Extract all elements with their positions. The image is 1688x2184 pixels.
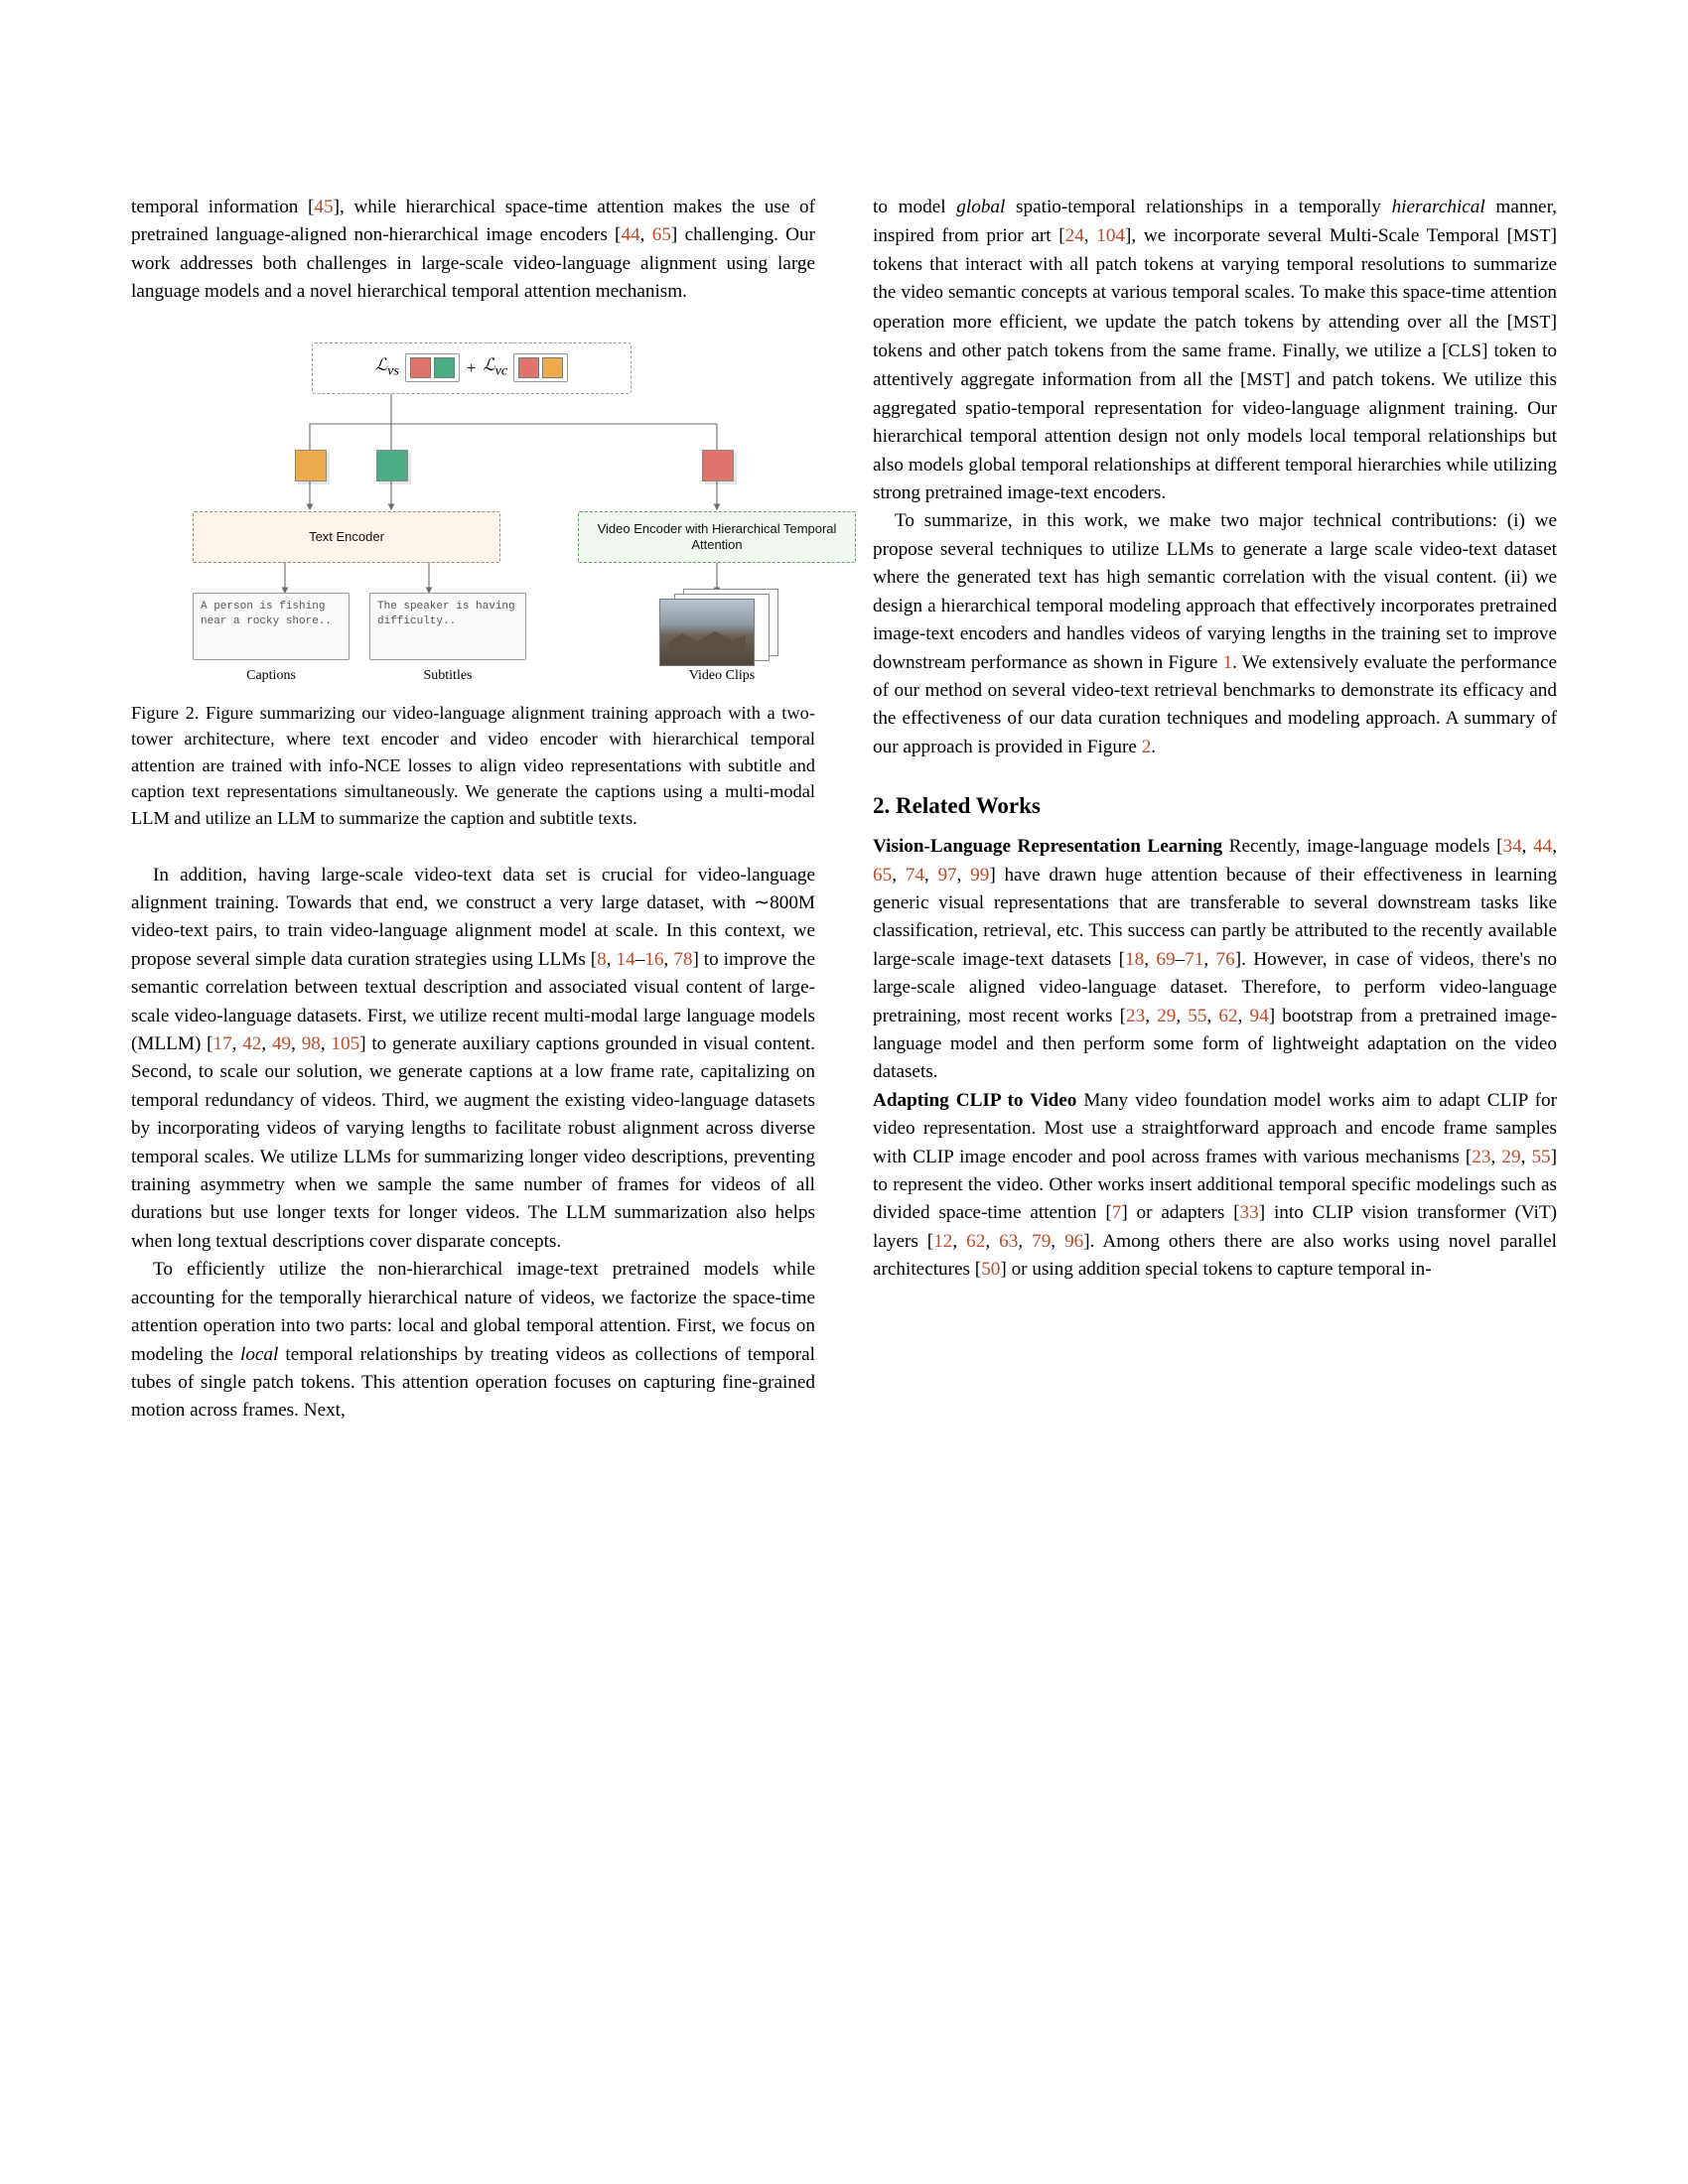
captions-axis-label: Captions	[246, 667, 296, 683]
subtitle-card-text: The speaker is having difficulty..	[377, 600, 515, 627]
caption-embedding-token	[295, 450, 327, 481]
left-paragraph-3: To efficiently utilize the non-hierarchical image-text pretrained models while accounting for the temporally hierarchical nature of videos, we factorize the space-time attention operation into two parts: local and global temporal attention. First, we focus on modeling the local temporal relationships by treating videos as collections of temporal tubes of single patch tokens. This attention operation focuses on capturing fine-grained motion across frames. Next,	[131, 1259, 816, 1422]
figure-2-caption: Figure 2. Figure summarizing our video-language alignment training approach with a two-tower architecture, where text encoder and video encoder with hierarchical temporal attention are trained with info-NCE losses to align video representations with subtitle and caption text representations simultaneously. We generate the captions using a multi-modal LLM and utilize an LLM to summarize the caption and subtitle texts.	[131, 702, 815, 828]
left-paragraph-1: temporal information [45], while hierarchical space-time attention makes the use of pretrained language-aligned non-hierarchical image encoders [44, 65] challenging. Our work addresses both challenges in large-scale video-language alignment using large language models and a novel hierarchical temporal attention mechanism.	[131, 197, 815, 303]
video-clips-axis-label: Video Clips	[688, 667, 756, 683]
red-token-chip	[410, 357, 431, 378]
subsection-heading-adapting-clip: Adapting CLIP to Video	[873, 1089, 1077, 1111]
video-encoder-box	[578, 511, 856, 563]
video-encoder-label: Video Encoder with Hierarchical Temporal Attention	[597, 520, 837, 552]
red-token-chip	[518, 357, 539, 378]
video-clip-stack	[659, 589, 788, 668]
loss-vs-token-pair	[405, 353, 460, 382]
loss-plus-label: +	[465, 357, 478, 377]
text-encoder-label: Text Encoder	[309, 528, 384, 544]
subtitles-axis-label: Subtitles	[423, 667, 473, 683]
figure-2	[131, 333, 837, 832]
right-paragraph-1: to model global spatio-temporal relationships in a temporally hierarchical manner, inspired from prior art [24, 104], we incorporate several Multi-Scale Temporal [MST] tokens that interact with all patch tokens at varying temporal resolutions to summarize the video semantic concepts at various temporal scales. To make this space-time attention operation more efficient, we update the patch tokens by attending over all the [MST] tokens and other patch tokens from the same frame. Finally, we utilize a [CLS] token to attentively aggregate information from all the [MST] and patch tokens. We utilize this aggregated spatio-temporal representation for video-language alignment training. Our hierarchical temporal attention design not only models local temporal relationships but also models global temporal relationships at different temporal hierarchies while utilizing strong pretrained image-text encoders.	[873, 197, 1557, 504]
right-paragraph-3: Vision-Language Representation Learning Recently, image-language models [34, 44, 65, 74, 97, 99] have drawn huge attention because of their effectiveness in learning generic visual representations that are transferable to several downstream tasks like classification, retrieval, etc. This success can partly be attributed to the recently available large-scale image-text datasets [18, 69–71, 76]. However, in case of videos, there's no large-scale aligned video-language dataset. Therefore, to perform video-language pretraining, most recent works [23, 29, 55, 62, 94] bootstrap from a pretrained image-language model and then perform some form of lightweight adaptation on the video datasets.	[873, 836, 1558, 1083]
subtitle-embedding-token	[376, 450, 408, 481]
caption-card-text: A person is fishing near a rocky shore..	[201, 600, 333, 627]
right-column	[873, 194, 1557, 1426]
left-column	[131, 194, 837, 1426]
figure-2-diagram	[131, 333, 837, 690]
subsection-heading-vision-language: Vision-Language Representation Learning	[873, 836, 1223, 858]
loss-function-box	[312, 342, 632, 394]
subtitle-text-card	[369, 593, 526, 660]
right-paragraph-4: Adapting CLIP to Video Many video foundation model works aim to adapt CLIP for video representation. Most use a straightforward approach and encode frame samples with CLIP image encoder and pool across frames with various mechanisms [23, 29, 55] to represent the video. Other works insert additional temporal specific modelings such as divided space-time attention [7] or adapters [33] into CLIP vision transformer (ViT) layers [12, 62, 63, 79, 96]. Among others there are also works using novel parallel architectures [50] or using addition special tokens to capture temporal in-	[873, 1089, 1558, 1281]
video-clip-thumbnail	[659, 599, 755, 666]
green-token-chip	[434, 357, 455, 378]
video-embedding-token	[702, 450, 734, 481]
orange-token-chip	[542, 357, 563, 378]
section-heading-related-works: 2. Related Works	[873, 793, 1041, 819]
loss-vs-label: ℒ$_{vs}$	[374, 355, 399, 379]
left-paragraph-2: In addition, having large-scale video-text data set is crucial for video-language alignment training. Towards that end, we construct a very large dataset, with ∼800M video-text pairs, to train video-language alignment model at scale. In this context, we propose several simple data curation strategies using LLMs [8, 14–16, 78] to improve the semantic correlation between textual description and associated visual content of large-scale video-language datasets. First, we utilize recent multi-modal large language models (MLLM) [17, 42, 49, 98, 105] to generate auxiliary captions grounded in visual content. Second, to scale our solution, we generate captions at a low frame rate, capitalizing on temporal redundancy of videos. Third, we augment the existing video-language datasets by incorporating videos of varying lengths to facilitate robust alignment across diverse temporal scales. We utilize LLMs for summarizing longer video descriptions, preventing training asymmetry when we sample the same number of frames for videos of all durations but use longer texts for longer videos. The LLM summarization also helps when long textual descriptions cover disparate concepts.	[131, 864, 816, 1252]
loss-vc-token-pair	[513, 353, 568, 382]
right-paragraph-2: To summarize, in this work, we make two major technical contributions: (i) we propose several techniques to utilize LLMs to generate a large scale video-text dataset where the generated text has high semantic correlation with the visual content. (ii) we design a hierarchical temporal modeling approach that effectively incorporates pretrained image-text encoders and handles videos of varying lengths in the training set to improve downstream performance as shown in Figure 1. We extensively evaluate the performance of our method on several video-text retrieval benchmarks to demonstrate its efficacy and the effectiveness of our data curation techniques and modeling approach. A summary of our approach is provided in Figure 2.	[873, 510, 1558, 757]
two-column-body	[131, 194, 1557, 1426]
text-encoder-box	[193, 511, 500, 563]
loss-vc-label: ℒ$_{vc}$	[483, 355, 508, 379]
caption-text-card	[193, 593, 350, 660]
